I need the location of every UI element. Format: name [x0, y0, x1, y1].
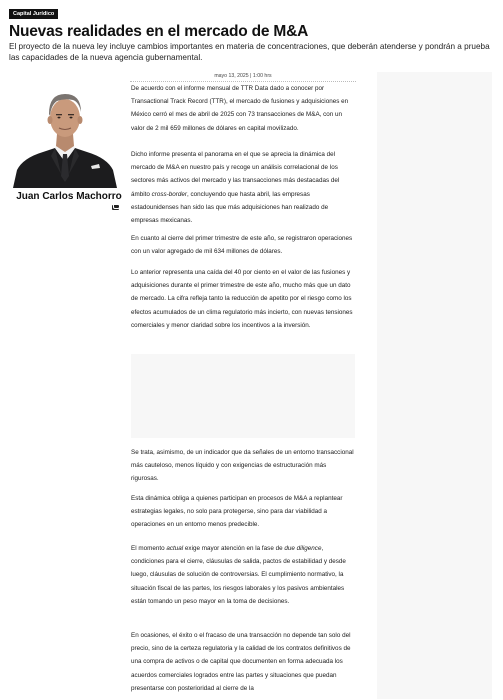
author-photo: [11, 78, 119, 188]
inline-ad-placeholder[interactable]: [131, 354, 355, 438]
article-paragraph: Se trata, asimismo, de un indicador que da señales de un entorno transaccional más cauteloso, menos líquido y con exigencias de estructuración más rigurosas.: [131, 449, 354, 483]
article-paragraph: Lo anterior representa una caída del 40 por ciento en el valor de las fusiones y adquisiciones durante el primer trimestre de este año, mucho más que un dato de mercado. La cifra refleja tanto la reducción de apetito por el riesgo como los efectos acumulados de un clima regulatorio más incierto, con nuevas tensiones comerciales y menor claridad sobre los incentivos a la inversión.: [131, 269, 353, 329]
sidebar-ad-placeholder[interactable]: [377, 72, 492, 699]
section-tag[interactable]: Capital Jurídico: [9, 9, 58, 19]
article-paragraph: En cuanto al cierre del primer trimestre de este año, se registraron operaciones con un valor agregado de mil 634 millones de dólares.: [131, 235, 353, 256]
mail-icon[interactable]: [112, 205, 119, 210]
article-paragraph: De acuerdo con el informe mensual de TTR Data dado a conocer por Transactional Track Record (TTR), el mercado de fusiones y adquisiciones en México cerró el mes de abril de 2025 con 73 transacciones de M&A, con un valor de 2 mil 659 millones de dólares en capital movilizado.: [131, 85, 349, 132]
article-paragraph: Esta dinámica obliga a quienes participan en procesos de M&A a replantear estrategias legales, no solo para protegerse, sino para dar viabilidad a operaciones en un entorno menos predecible.: [131, 495, 343, 529]
article-paragraph: Dicho informe presenta el panorama en el que se aprecia la dinámica del mercado de M&A en nuestro país y recoge un análisis correlacional de los sectores más activos del mercado y las transacciones más destacadas del ámbito cross-border, concluyendo que hasta abril, las empresas estadounidenses han sido las que más adquisiciones han realizado de empresas mexicanas.: [131, 151, 340, 225]
italic-term: cross-border: [151, 190, 187, 198]
article-paragraph: En ocasiones, el éxito o el fracaso de una transacción no depende tan solo del precio, sino de la certeza regulatoria y la calidad de los contratos definitivos de una compra de activos o de capital que documenten en forma adecuada los acuerdos comerciales logrados entre las partes y situaciones que puedan presentarse con posterioridad al cierre de la: [131, 632, 351, 692]
article-dateline: mayo 13, 2025 | 1:00 hrs: [214, 73, 272, 79]
article-paragraph: El momento actual exige mayor atención en la fase de due diligence, condiciones para el cierre, cláusulas de salida, pactos de estabilidad y desde luego, cláusulas de solución de controversias. El cumplimiento normativo, la situación fiscal de las partes, los riesgos laborales y los pasivos ambientales están tomando un peso mayor en la toma de decisiones.: [131, 545, 346, 605]
article-headline: Nuevas realidades en el mercado de M&A: [9, 23, 309, 40]
article-deck: El proyecto de la nueva ley incluye cambios importantes en materia de concentraciones, que deberán atenderse y pondrán a prueba las capacidades de la nueva agencia gubernamental.: [9, 42, 490, 62]
author-name[interactable]: Juan Carlos Machorro: [16, 191, 122, 202]
